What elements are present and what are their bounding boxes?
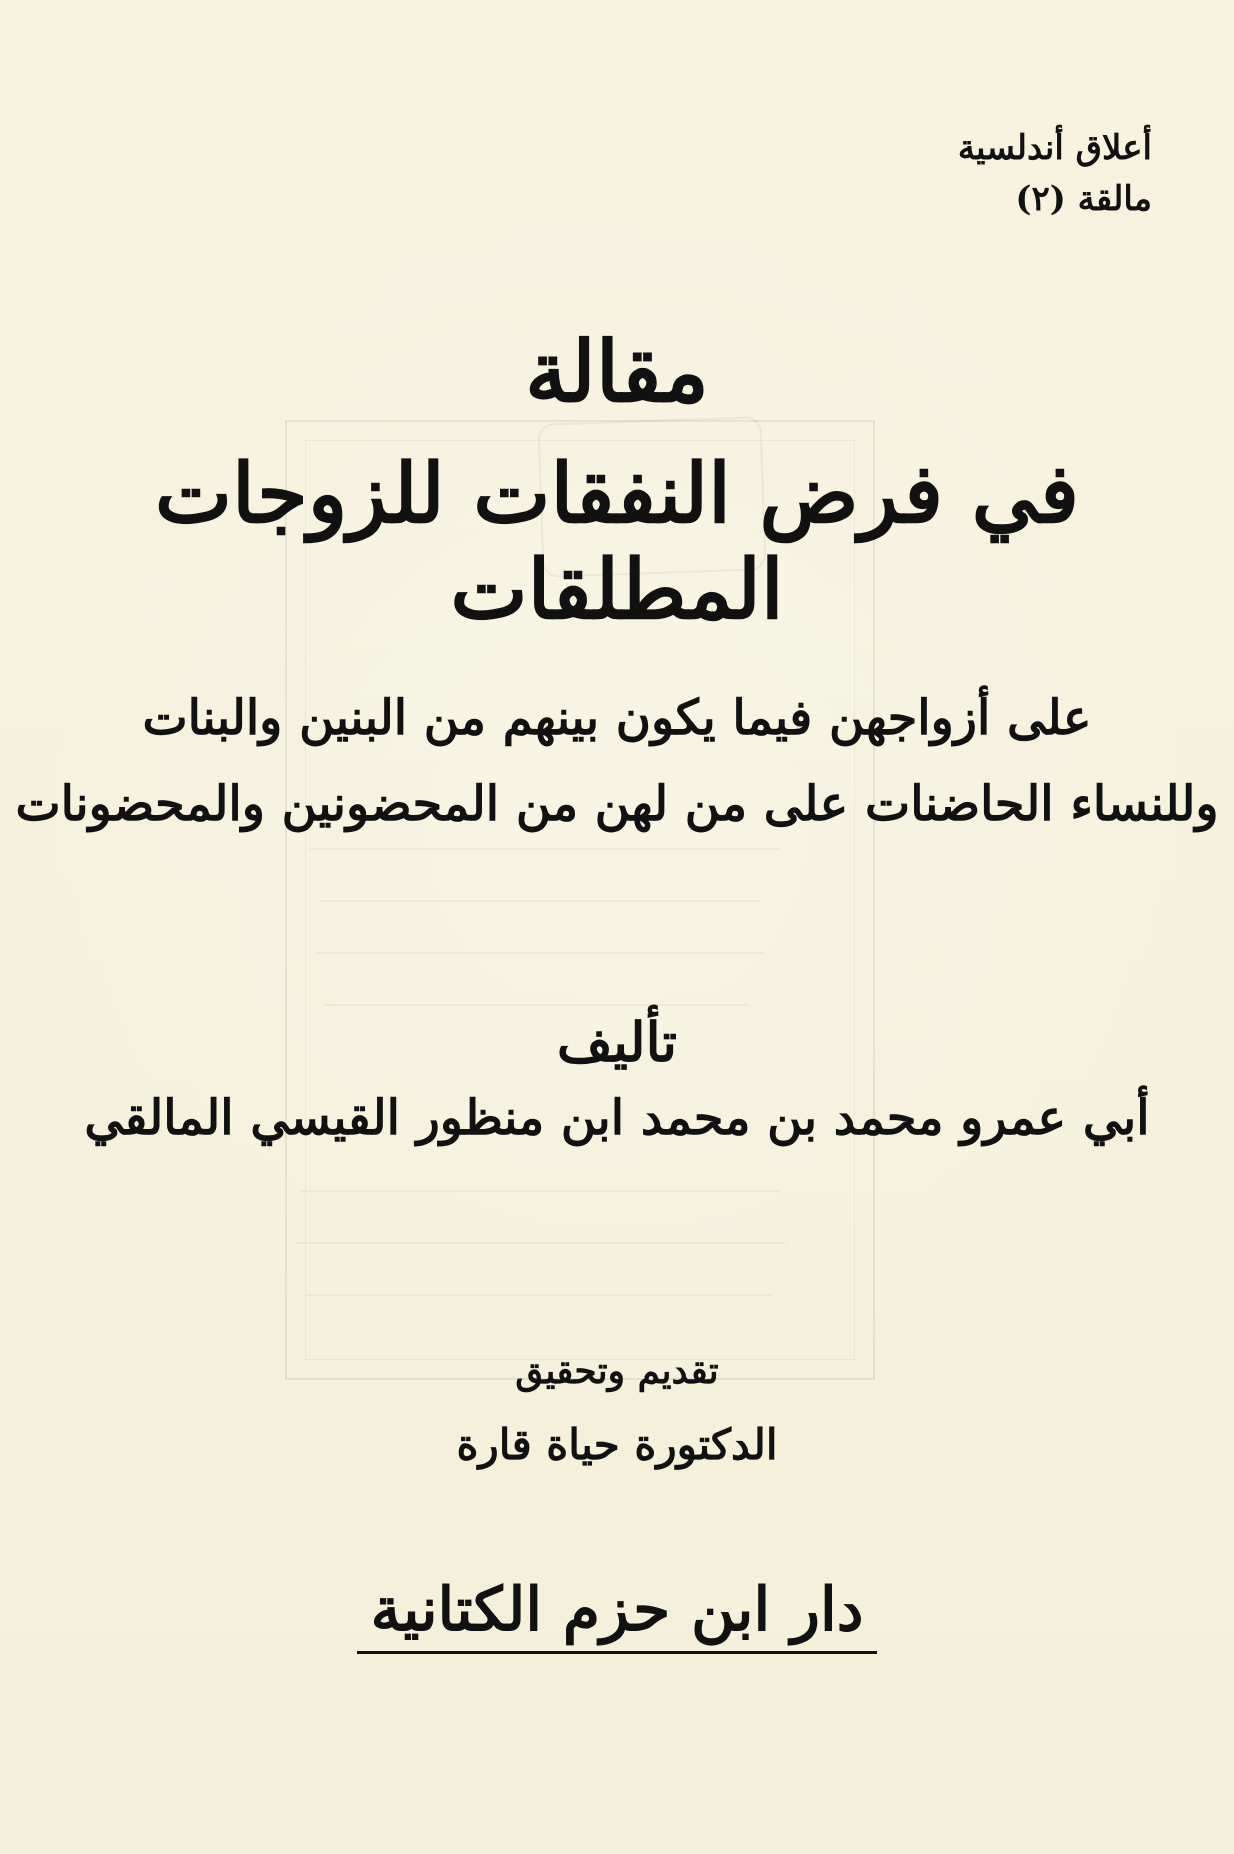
editor-name: الدكتورة حياة قارة	[456, 1420, 778, 1469]
editor-label: تقديم وتحقيق	[515, 1350, 719, 1392]
background-line	[300, 1190, 780, 1192]
author-name: أبي عمرو محمد بن محمد ابن منظور القيسي المالقي	[84, 1090, 1150, 1146]
series-header	[958, 128, 1152, 220]
background-line	[310, 848, 780, 850]
publisher-logo	[0, 1575, 1234, 1654]
main-title-line-1: مقالة	[525, 322, 709, 421]
background-line	[305, 1294, 773, 1296]
author-label: تأليف	[556, 1010, 678, 1074]
background-line	[325, 1004, 750, 1006]
background-line	[320, 900, 760, 902]
series-number: مالقة (٢)	[1015, 178, 1152, 219]
subtitle-line-1: على أزواجهن فيما يكون بينهم من البنين والبنات	[142, 690, 1092, 746]
background-line	[296, 1242, 786, 1244]
main-title-line-2: في فرض النفقات للزوجات المطلقات	[154, 446, 1080, 638]
series-title: أعلاق أندلسية	[957, 128, 1152, 168]
publisher-name: دار ابن حزم الكتانية	[357, 1575, 878, 1654]
background-line	[315, 952, 765, 954]
subtitle-line-2: وللنساء الحاضنات على من لهن من المحضونين والمحضونات	[15, 776, 1219, 832]
